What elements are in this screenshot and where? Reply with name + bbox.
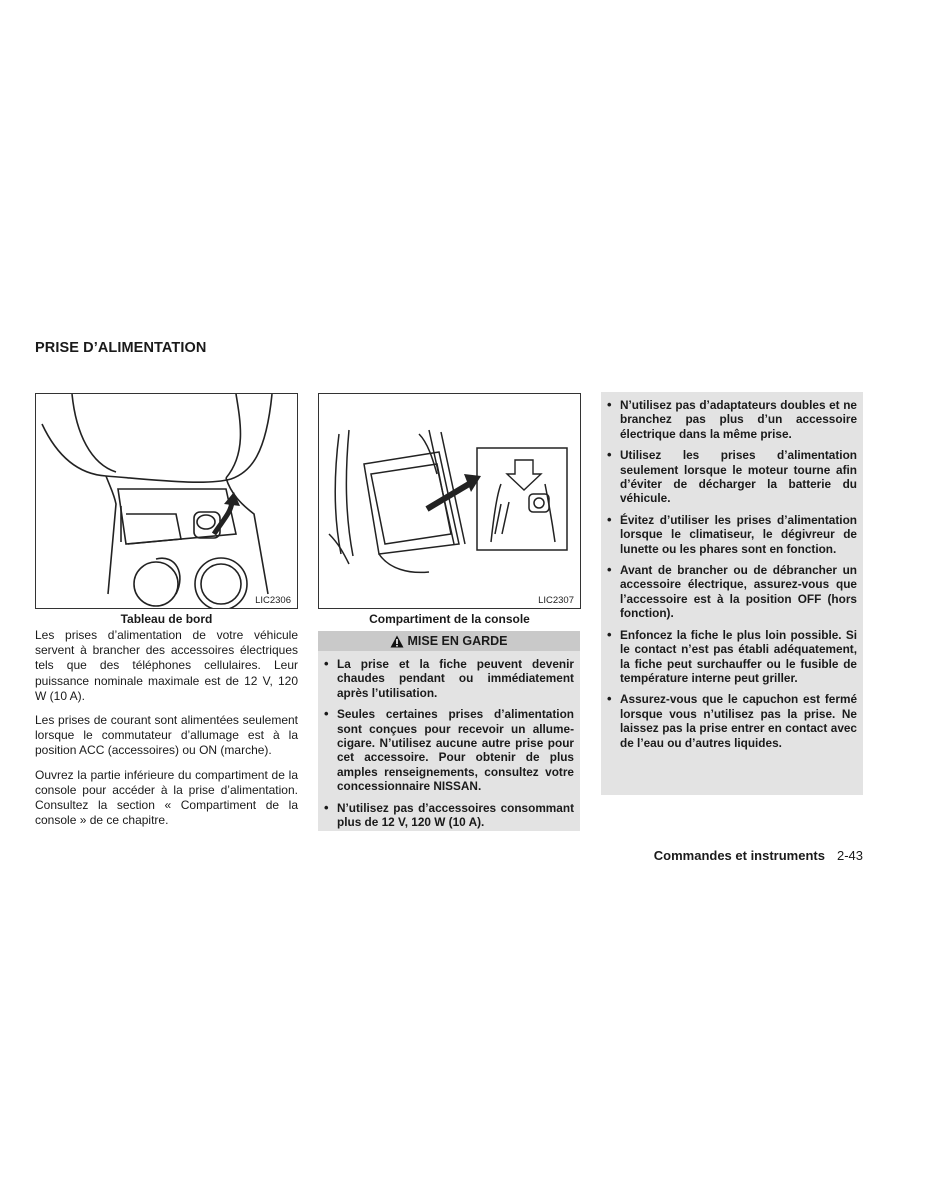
page-number: 2-43 — [836, 848, 863, 863]
warning-item: • Seules certaines prises d’alimentation sont conçues pour recevoir un allume-cigare. N’utilisez aucune autre prise pour cet accessoire. Pour obtenir de plus amples renseignements, consultez votre concessionnaire NISSAN. — [324, 707, 574, 793]
dashboard-illustration — [36, 394, 297, 608]
warning-item: • Assurez-vous que le capuchon est fermé lorsque vous n’utilisez pas la prise. Ne laissez pas la prise entrer en contact avec de l’eau ou d’autres liquides. — [607, 692, 857, 750]
console-illustration — [319, 394, 580, 608]
footer-section: Commandes et instruments — [653, 848, 825, 863]
body-paragraph: Ouvrez la partie inférieure du compartiment de la console pour accéder à la prise d’alimentation. Consultez la section « Compartiment de la console » de ce chapitre. — [35, 767, 298, 828]
warning-item: • Enfoncez la fiche le plus loin possible. Si le contact n’est pas établi adéquatement, la fiche peut surchauffer ou le fusible de température interne peut griller. — [607, 628, 857, 686]
warning-item: • La prise et la fiche peuvent devenir chaudes pendant ou immédiatement après l’utilisation. — [324, 657, 574, 700]
body-paragraph: Les prises d’alimentation de votre véhicule servent à brancher des accessoires électriques tels que des téléphones cellulaires. Leur puissance nominale maximale est de 12 V, 120 W (10 A). — [35, 628, 298, 703]
warning-item: • Avant de brancher ou de débrancher un accessoire électrique, assurez-vous que l’accessoire est à la position OFF (hors fonction). — [607, 563, 857, 621]
warning-item: • Utilisez les prises d’alimentation seulement lorsque le moteur tourne afin d’éviter de décharger la batterie du véhicule. — [607, 448, 857, 506]
warning-header — [318, 631, 580, 651]
warning-triangle-icon — [390, 635, 404, 648]
figure-code: LIC2306 — [255, 595, 291, 606]
warning-item: • N’utilisez pas d’accessoires consommant plus de 12 V, 120 W (10 A). — [324, 801, 574, 830]
figure-caption-dashboard: Tableau de bord — [120, 612, 213, 626]
warning-item: • Évitez d’utiliser les prises d’alimentation lorsque le climatiseur, le dégivreur de lunette ou les phares sont en fonction. — [607, 513, 857, 556]
figure-console — [318, 393, 581, 609]
warning-box-col2 — [601, 392, 863, 795]
section-title: PRISE D’ALIMENTATION — [35, 340, 207, 356]
figure-code: LIC2307 — [538, 595, 574, 606]
page-footer — [654, 848, 863, 863]
body-paragraph: Les prises de courant sont alimentées seulement lorsque le commutateur d’allumage est à la position ACC (accessoires) ou ON (marche). — [35, 713, 298, 758]
warning-title: MISE EN GARDE — [407, 634, 508, 648]
warning-box-col1 — [318, 651, 580, 831]
body-text — [35, 628, 298, 837]
figure-caption-console: Compartiment de la console — [369, 612, 530, 626]
warning-item: • N’utilisez pas d’adaptateurs doubles et ne branchez pas plus d’un accessoire électrique dans la même prise. — [607, 398, 857, 441]
figure-dashboard — [35, 393, 298, 609]
